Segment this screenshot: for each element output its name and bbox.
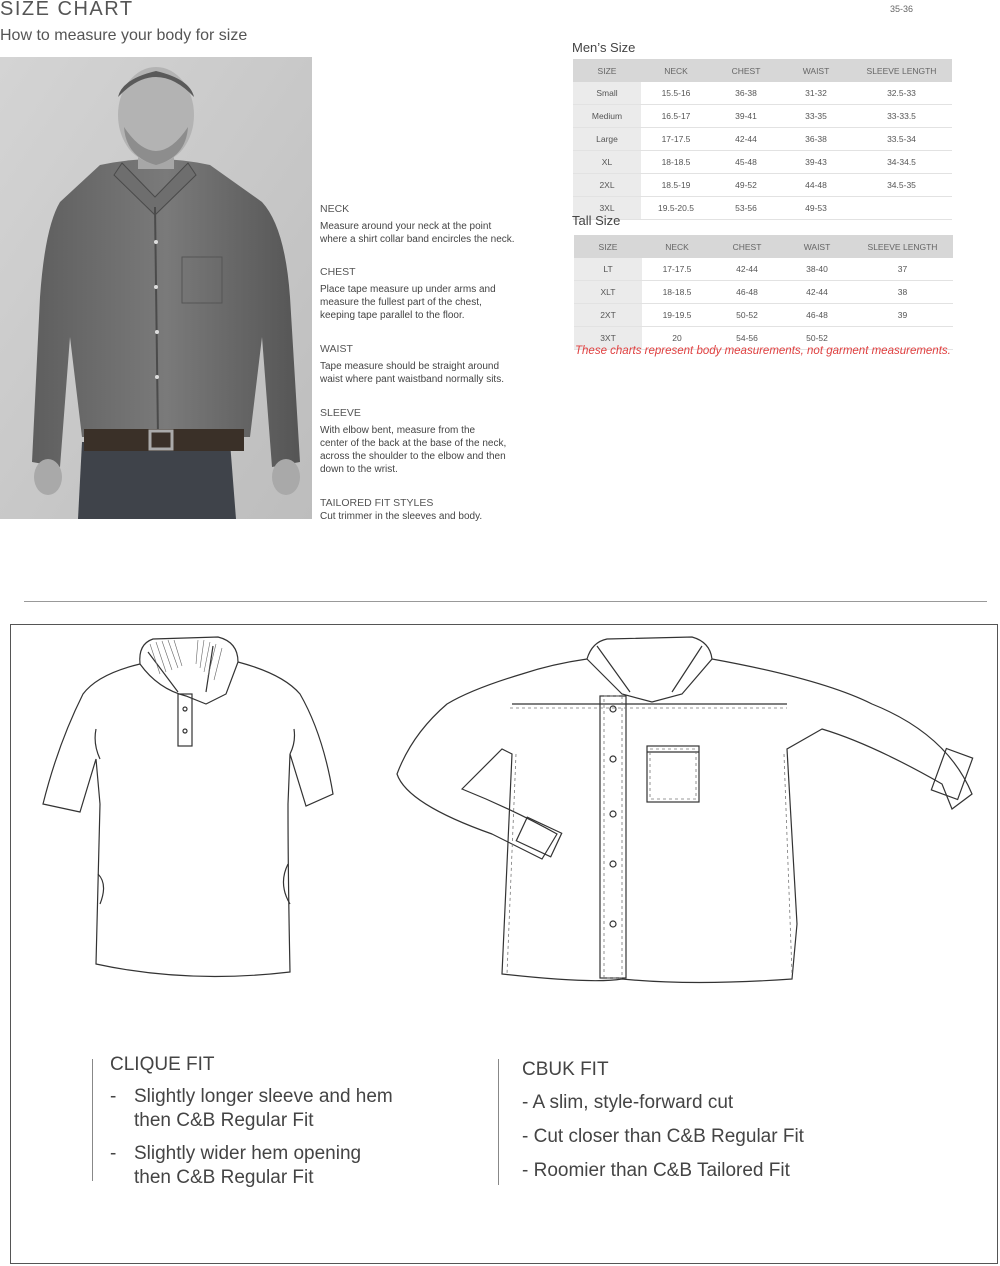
table-cell: 34-34.5 xyxy=(851,151,952,174)
table-cell: 19.5-20.5 xyxy=(641,197,711,220)
table-cell: 15.5-16 xyxy=(641,82,711,105)
tall-table-title: Tall Size xyxy=(572,213,621,228)
table-cell: Medium xyxy=(573,105,641,128)
page-title: SIZE CHART xyxy=(0,0,134,20)
measure-heading: CHEST xyxy=(320,266,356,278)
table-cell: 31-32 xyxy=(781,82,851,105)
table-cell: 17-17.5 xyxy=(641,128,711,151)
measurement-note: These charts represent body measurements, not garment measurements. xyxy=(575,345,951,357)
table-cell: 37 xyxy=(852,258,953,281)
column-header: CHEST xyxy=(712,235,782,258)
table-cell: 44-48 xyxy=(781,174,851,197)
mens-table-title: Men’s Size xyxy=(572,40,636,55)
table-cell: 46-48 xyxy=(712,281,782,304)
cbuk-fit-description xyxy=(522,1058,942,1183)
table-cell: 33-33.5 xyxy=(851,105,952,128)
section-divider xyxy=(24,601,987,602)
table-cell: 19-19.5 xyxy=(642,304,712,327)
table-row xyxy=(574,258,953,281)
column-header: SLEEVE LENGTH xyxy=(851,59,952,82)
measure-line: across the shoulder to the elbow and then xyxy=(320,451,506,462)
mens-size-table xyxy=(573,59,952,220)
clique-fit-description xyxy=(110,1053,470,1190)
bullet-line: Slightly wider hem opening xyxy=(134,1143,362,1164)
cbuk-fit-item: - Roomier than C&B Tailored Fit xyxy=(522,1160,790,1181)
table-cell: 34.5-35 xyxy=(851,174,952,197)
table-cell: 38 xyxy=(852,281,953,304)
table-cell: 42-44 xyxy=(711,128,781,151)
measure-line: down to the wrist. xyxy=(320,464,398,475)
table-cell: 49-53 xyxy=(781,197,851,220)
table-cell: 18-18.5 xyxy=(642,281,712,304)
table-cell: XLT xyxy=(574,281,642,304)
column-header: NECK xyxy=(642,235,712,258)
cbuk-fit-item: - Cut closer than C&B Regular Fit xyxy=(522,1126,804,1147)
bullet-dash: - xyxy=(110,1143,117,1164)
measure-line: where a shirt collar band encircles the neck. xyxy=(320,234,515,245)
table-cell: 2XT xyxy=(574,304,642,327)
clique-fit-bullet xyxy=(110,1142,470,1190)
table-row xyxy=(573,105,952,128)
column-header: SIZE xyxy=(573,59,641,82)
table-cell: 39 xyxy=(852,304,953,327)
button-down-shirt-sketch-icon xyxy=(392,634,982,994)
bullet-line: Slightly longer sleeve and hem xyxy=(134,1086,393,1107)
table-row xyxy=(574,281,953,304)
clique-fit-title: CLIQUE FIT xyxy=(110,1054,215,1075)
table-cell: 18-18.5 xyxy=(641,151,711,174)
table-cell: 32.5-33 xyxy=(851,82,952,105)
measure-heading: WAIST xyxy=(320,343,353,355)
measure-line: Cut trimmer in the sleeves and body. xyxy=(320,511,483,522)
measure-neck xyxy=(320,203,560,246)
table-cell: 50-52 xyxy=(782,327,852,350)
bullet-line: then C&B Regular Fit xyxy=(134,1110,314,1131)
table-cell: 49-52 xyxy=(711,174,781,197)
clique-fit-bullet xyxy=(110,1085,470,1133)
table-cell: Large xyxy=(573,128,641,151)
measure-chest xyxy=(320,266,560,322)
table-cell: 38-40 xyxy=(782,258,852,281)
column-header: WAIST xyxy=(782,235,852,258)
measure-line: keeping tape parallel to the floor. xyxy=(320,310,465,321)
measure-tailored xyxy=(320,497,560,523)
table-cell: 2XL xyxy=(573,174,641,197)
table-cell: 3XT xyxy=(574,327,642,350)
table-cell: 36-38 xyxy=(711,82,781,105)
bullet-dash: - xyxy=(110,1086,117,1107)
table-cell: 33-35 xyxy=(781,105,851,128)
table-cell: 54-56 xyxy=(712,327,782,350)
table-cell: XL xyxy=(573,151,641,174)
table-row xyxy=(574,304,953,327)
measure-sleeve xyxy=(320,407,560,476)
table-cell: 18.5-19 xyxy=(641,174,711,197)
table-row xyxy=(573,197,952,220)
column-header: CHEST xyxy=(711,59,781,82)
cbuk-fit-item: - A slim, style-forward cut xyxy=(522,1092,734,1113)
measure-waist xyxy=(320,343,560,386)
page-number: 35-36 xyxy=(890,4,914,14)
table-cell: 39-41 xyxy=(711,105,781,128)
table-cell xyxy=(851,197,952,220)
measure-heading: NECK xyxy=(320,203,350,215)
model-photo xyxy=(0,57,312,519)
measure-line: With elbow bent, measure from the xyxy=(320,425,476,436)
table-cell: 20 xyxy=(642,327,712,350)
measure-heading: TAILORED FIT STYLES xyxy=(320,497,434,509)
table-row xyxy=(573,82,952,105)
model-photo-icon xyxy=(0,57,312,519)
bullet-line: then C&B Regular Fit xyxy=(134,1167,314,1188)
table-cell: 39-43 xyxy=(781,151,851,174)
clique-divider-line xyxy=(92,1059,93,1181)
table-cell: 50-52 xyxy=(712,304,782,327)
page-subtitle: How to measure your body for size xyxy=(0,27,248,44)
column-header: SLEEVE LENGTH xyxy=(852,235,953,258)
measure-line: Tape measure should be straight around xyxy=(320,361,500,372)
table-cell: 42-44 xyxy=(712,258,782,281)
measure-line: Measure around your neck at the point xyxy=(320,221,492,232)
table-header-row xyxy=(574,235,953,258)
measure-line: Place tape measure up under arms and xyxy=(320,284,496,295)
table-cell: 36-38 xyxy=(781,128,851,151)
column-header: NECK xyxy=(641,59,711,82)
table-cell: 45-48 xyxy=(711,151,781,174)
measure-line: measure the fullest part of the chest, xyxy=(320,297,482,308)
column-header: WAIST xyxy=(781,59,851,82)
table-cell: 33.5-34 xyxy=(851,128,952,151)
table-cell: 46-48 xyxy=(782,304,852,327)
column-header: SIZE xyxy=(574,235,642,258)
cbuk-divider-line xyxy=(498,1059,499,1185)
table-cell: 53-56 xyxy=(711,197,781,220)
table-cell: 16.5-17 xyxy=(641,105,711,128)
table-cell: 17-17.5 xyxy=(642,258,712,281)
measure-heading: SLEEVE xyxy=(320,407,361,419)
table-row xyxy=(573,151,952,174)
table-cell: Small xyxy=(573,82,641,105)
measure-line: waist where pant waistband normally sits. xyxy=(320,374,504,385)
polo-shirt-sketch-icon xyxy=(38,634,338,994)
table-cell: LT xyxy=(574,258,642,281)
table-row xyxy=(573,174,952,197)
table-cell: 3XL xyxy=(573,197,641,220)
table-row xyxy=(573,128,952,151)
table-header-row xyxy=(573,59,952,82)
tall-size-table xyxy=(574,235,953,350)
cbuk-fit-title: CBUK FIT xyxy=(522,1059,609,1080)
table-cell: 42-44 xyxy=(782,281,852,304)
measure-line: center of the back at the base of the neck, xyxy=(320,438,507,449)
